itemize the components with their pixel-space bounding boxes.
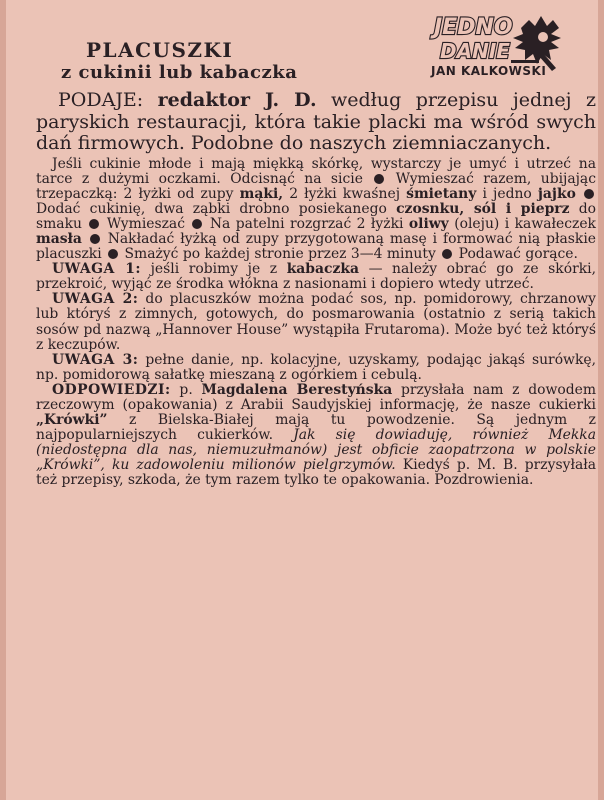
author-name: JAN KALKOWSKI <box>431 64 547 78</box>
recipe-text: Na patelni rozgrzać 2 łyżki <box>209 215 404 232</box>
recipe-text: i jedno <box>482 185 532 202</box>
ingredient-egg: jajko <box>537 185 576 202</box>
recipe-text: Jeśli cukinie młode i mają miękką skórkę, wystarczy je umyć i utrzeć na tarce z dużymi oczkami. Odcisnąć na sicie <box>36 155 596 187</box>
note-text: jeśli robimy je z <box>150 261 278 278</box>
answers-text: z Bielska-Białej mają tu powodzenie. Są jednym z najpopularniejszych cukierków. <box>36 412 596 444</box>
answers-text: p. <box>179 381 193 398</box>
ingredient-garlic-salt-pepper: czosnku, sól i pieprz <box>396 200 570 217</box>
recipe-text: (oleju) i kawałeczek <box>454 215 596 232</box>
note-label: UWAGA 3: <box>52 351 139 368</box>
bullet-icon <box>108 249 118 259</box>
answers-label: ODPOWIEDZI: <box>52 381 171 398</box>
answers-paragraph <box>36 383 596 489</box>
candy-name: „Krówki” <box>36 412 108 429</box>
ingredient-oil: oliwy <box>408 215 449 232</box>
intro-label: PODAJE: <box>58 89 144 111</box>
intro-editor: redaktor J. D. <box>157 89 317 111</box>
bullet-icon <box>90 234 100 244</box>
note-label: UWAGA 1: <box>52 261 142 278</box>
note-text: do placuszków można podać sos, np. pomidorowy, chrzanowy lub któryś z zimnych, gotowych, do posmarowania (ostatnio z serią takich sosów pd nazwą „Hannover House” wystąpiła Frutaroma). Może być też któryś z keczupów. <box>36 291 596 353</box>
answers-text: Kiedyś p. M. B. przysyłała też przepisy, szkoda, że tym razem tylko te opakowania. Pozdrowienia. <box>36 457 597 489</box>
bullet-icon <box>192 219 202 229</box>
chef-figure-icon <box>511 16 561 71</box>
reader-name: Magdalena Berestyńska <box>201 381 393 398</box>
logo-word-bottom: DANIE <box>440 39 510 63</box>
answers-text: przysłała nam z dowodem rzeczowym (opakowania) z Arabii Saudyjskiej informację, że nasze cukierki <box>36 381 597 413</box>
recipe-title: PLACUSZKI <box>86 38 234 62</box>
ingredient-butter: masła <box>36 230 82 247</box>
ingredient-marrow: kabaczka <box>286 261 359 278</box>
logo-word-top: JEDNO <box>434 15 513 40</box>
note-3 <box>36 353 596 383</box>
bullet-icon <box>374 174 384 184</box>
note-2 <box>36 292 596 352</box>
intro-text: według przepisu jednej z paryskich restauracji, która takie placki ma wśród swych dań firmowych. Podobne do naszych ziemniaczanych. <box>36 89 596 154</box>
recipe-text: Wymieszać razem, ubijając trzepaczką: 2 łyżki od zupy <box>36 170 596 202</box>
note-label: UWAGA 2: <box>52 291 139 308</box>
bullet-icon <box>442 249 452 259</box>
bullet-icon <box>89 219 99 229</box>
note-text: pełne danie, np. kolacyjne, uzyskamy, podając jakąś surówkę, np. pomidorową sałatkę mieszaną z ogórkiem i cebulą. <box>36 351 596 383</box>
intro-paragraph <box>36 90 596 155</box>
recipe-text: 2 łyżki kwaśnej <box>289 185 400 202</box>
recipe-text: do smaku <box>36 200 596 232</box>
ingredient-flour: mąki, <box>239 185 284 202</box>
recipe-text: Nakładać łyżką od zupy przygotowaną masę i formować nią płaskie placuszki <box>36 230 597 263</box>
recipe-paragraph <box>36 157 596 263</box>
bullet-icon <box>584 189 594 199</box>
ingredient-cream: śmietany <box>406 185 477 202</box>
recipe-text: Podawać gorące. <box>458 246 578 263</box>
recipe-subtitle: z cukinii lub kabaczka <box>61 62 298 83</box>
note-text: — należy obrać go ze skórki, przekroić, wyjąć ze środka włókna z nasionami i dopiero wtedy utrzeć. <box>36 261 596 293</box>
recipe-text: Smażyć po każdej stronie przez 3—4 minuty <box>124 246 436 263</box>
note-1 <box>36 262 596 292</box>
answers-italic: Jak się dowiaduję, również Mekka (niedostępna dla nas, niemuzułmanów) jest obficie zaopatrzona w polskie „Krówki”, ku zadowoleniu milionów pielgrzymów. <box>36 427 596 474</box>
recipe-text: Dodać cukinię, dwa ząbki drobno posiekanego <box>36 200 387 217</box>
article-body <box>36 90 596 489</box>
recipe-text: Wymieszać <box>106 215 185 232</box>
